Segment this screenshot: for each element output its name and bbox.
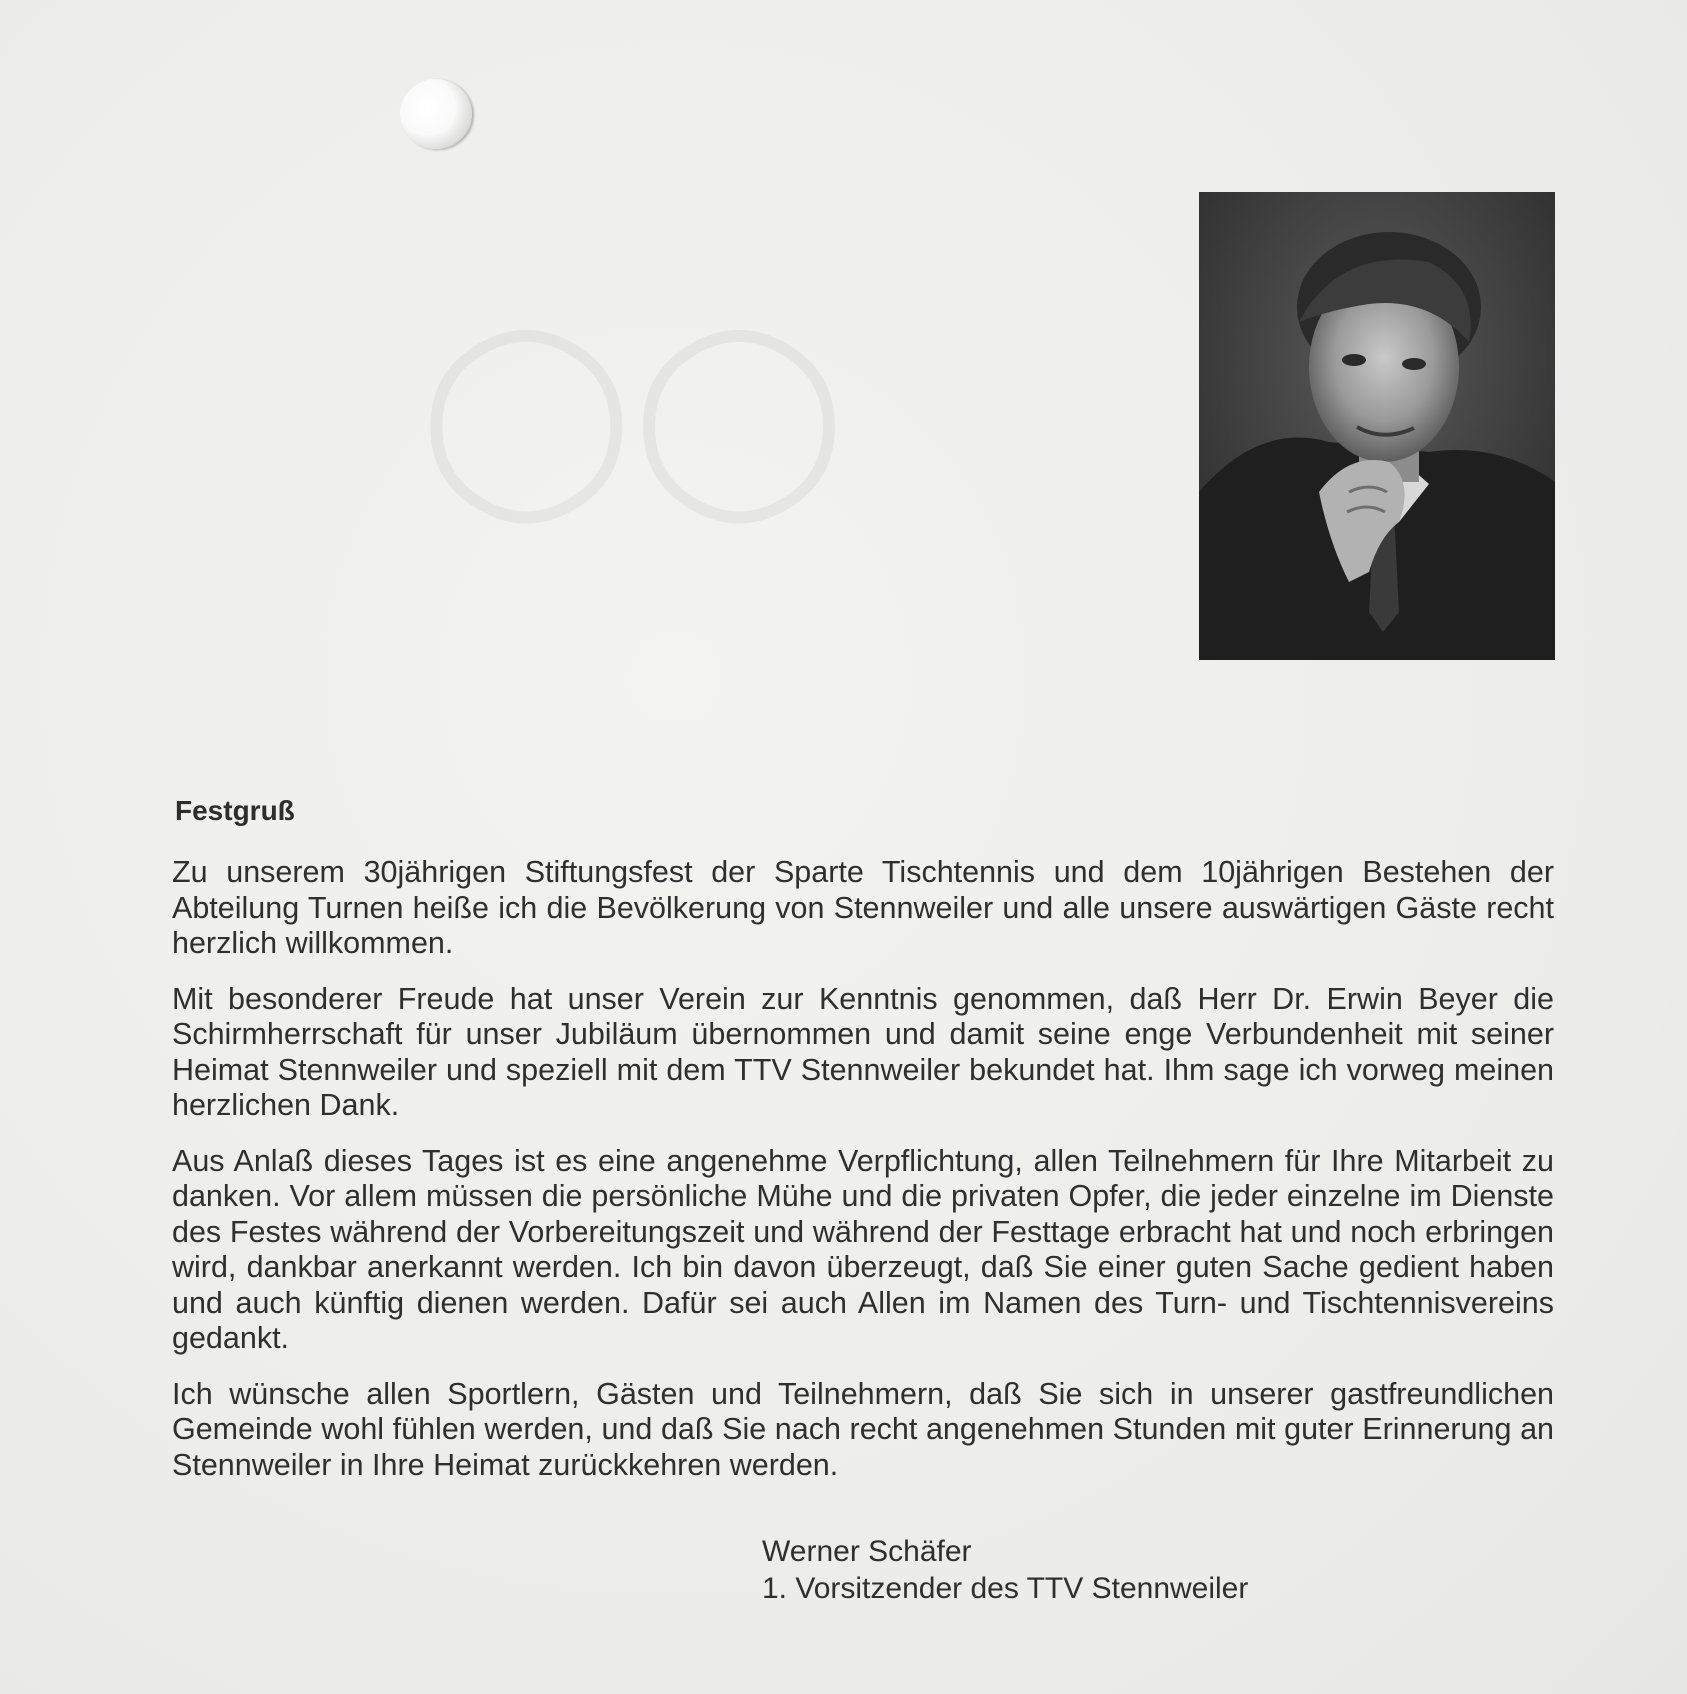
paragraph: Ich wünsche allen Sportlern, Gästen und Teilnehmern, daß Sie sich in unserer gastfreundlichen Gemeinde wohl fühlen werden, und daß Sie nach recht angenehmen Stunden mit guter Erinnerung an Stennweiler in Ihre Heimat zurückkehren werden. [172,1376,1554,1482]
page-heading: Festgruß [175,795,295,826]
portrait-photo [1199,192,1555,660]
paragraph: Aus Anlaß dieses Tages ist es eine angenehme Verpflichtung, allen Teilnehmern für Ihre Mitarbeit zu danken. Vor allem müssen die persönliche Mühe und die privaten Opfer, die jeder einzelne im Dienste des Festes während der Vorbereitungszeit und während der Festtage erbracht hat und noch erbringen wird, dankbar anerkannt werden. Ich bin davon überzeugt, daß Sie einer guten Sache gedient haben und auch künftig dienen werden. Dafür sei auch Allen im Namen des Turn- und Tischtennisvereins gedankt. [172,1143,1554,1355]
signature-block [762,1533,1248,1607]
letter-body [172,855,1554,1503]
signature-name: Werner Schäfer [762,1535,972,1568]
punch-hole [400,79,472,149]
portrait-image [1199,192,1555,660]
show-through-decoration: ◯◯ [420,308,846,518]
paragraph: Mit besonderer Freude hat unser Verein zur Kenntnis genommen, daß Herr Dr. Erwin Beyer die Schirmherrschaft für unser Jubiläum übernommen und damit seine enge Verbundenheit mit seiner Heimat Stennweiler und speziell mit dem TTV Stennweiler bekundet hat. Ihm sage ich vorweg meinen herzlichen Dank. [172,981,1554,1122]
paragraph: Zu unserem 30jährigen Stiftungsfest der Sparte Tischtennis und dem 10jährigen Bestehen der Abteilung Turnen heiße ich die Bevölkerung von Stennweiler und alle unsere auswärtigen Gäste recht herzlich willkommen. [172,855,1554,960]
signature-title: 1. Vorsitzender des TTV Stennweiler [762,1572,1249,1605]
